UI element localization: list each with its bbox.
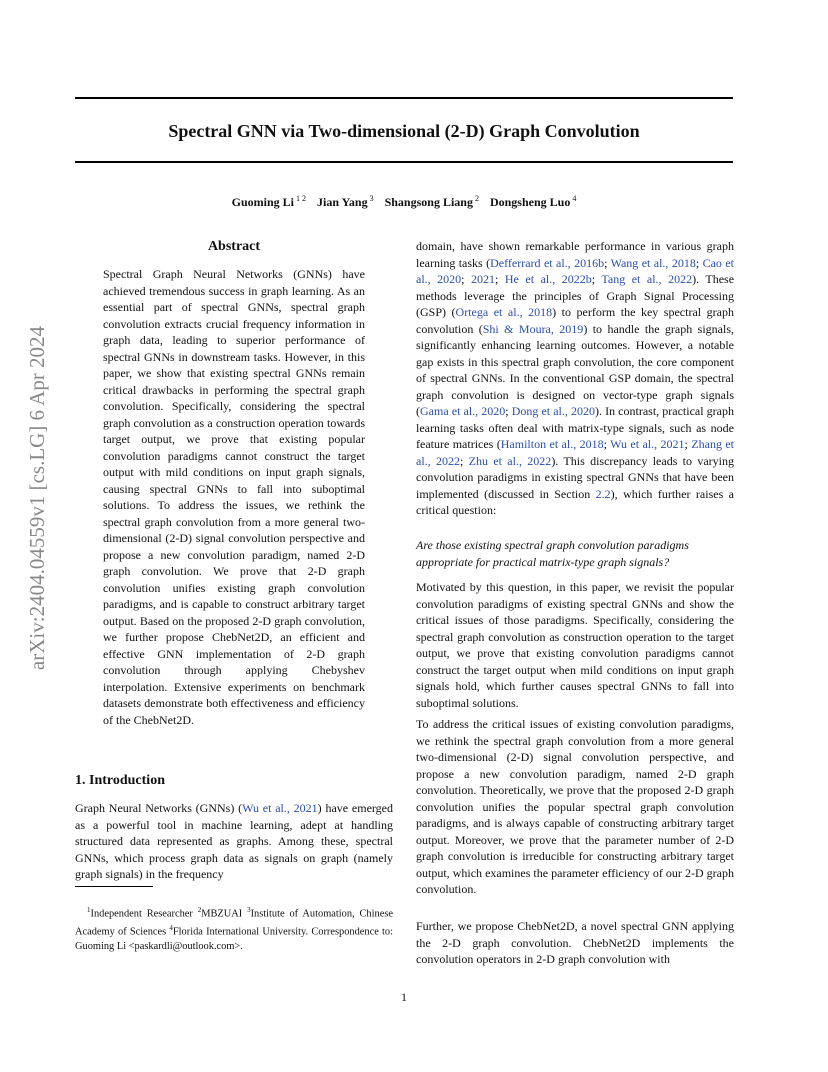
page-number: 1 (401, 990, 407, 1004)
abstract-text: Spectral Graph Neural Networks (GNNs) have achieved tremendous success in graph learning. As an essential part of spectral GNNs, spectral graph convolution extracts crucial frequency information in graph data, leading to superior performance of spectral GNNs in downstream tasks. However, in this paper, we show that existing spectral GNNs remain critical drawbacks in performing the spectral graph convolution. Specifically, considering the spectral graph convolution as a construction operation towards target output, we prove that existing popular convolution paradigms cannot construct the target output with mild conditions on input graph signals, causing spectral GNNs to fall into suboptimal solutions. To address the issues, we rethink the spectral graph convolution from a more general two-dimensional (2-D) signal convolution perspective and propose a new convolution paradigm, named 2-D graph convolution. We prove that 2-D graph convolution unifies existing graph convolution paradigms, and is capable to construct arbitrary target output. Based on the proposed 2-D graph convolution, we further propose ChebNet2D, an efficient and effective GNN implementation of 2-D graph convolution through applying Chebyshev interpolation. Extensive experiments on benchmark datasets demonstrate both effectiveness and efficiency of the ChebNet2D. (103, 267, 365, 727)
author-affiliation: 4 (572, 194, 577, 203)
right-column-paragraph-1 (416, 238, 734, 519)
citation-link[interactable]: Cao et al., 2020 (416, 255, 734, 286)
author (385, 195, 479, 209)
research-question: Are those existing spectral graph convolution paradigms appropriate for practical matrix-type graph signals? (416, 538, 689, 569)
citation-link[interactable]: Gama et al., 2020 (420, 404, 506, 418)
citation-link[interactable]: Wu et al., 2021 (242, 801, 318, 815)
author-affiliation: 1 2 (296, 194, 306, 203)
text-run: ; (695, 255, 703, 270)
text-run: ) to perform the key spectral graph convolution ( (416, 305, 734, 336)
text-run: ; (505, 404, 512, 418)
author-affiliation: 3 (369, 194, 374, 203)
text-run: ; (460, 453, 469, 468)
title-bottom-rule (75, 161, 733, 163)
author-name: Jian Yang (317, 195, 368, 209)
footnote-rule (75, 886, 153, 887)
introduction-heading: 1. Introduction (75, 773, 165, 788)
author-affiliation: 2 (474, 194, 479, 203)
text-run: ; (604, 255, 611, 270)
text-run: ) to handle the graph signals, significantly enhancing learning outcomes. However, a notable gap exists in this spectral graph convolution, the core component of spectral GNNs. In the conventional GSP domain, the spectral graph convolution is designed on vector-type graph signals ( (416, 321, 734, 418)
text-run: ; (603, 437, 611, 451)
footnote-marker: 2 (197, 906, 202, 914)
text-run: ; (684, 437, 692, 451)
text-run: ) have emerged as a powerful tool in machine learning, adept at handling structured data represented as graphs. Among these, spectral GNNs, which process graph data as signals on graph (namely graph signals) in the frequency (75, 801, 393, 881)
citation-link[interactable]: Hamilton et al., 2018 (500, 437, 604, 451)
text-run: ). In contrast, practical graph learning tasks often deal with matrix-type signals, such as node feature matrices ( (416, 404, 734, 451)
text-run: ). This discrepancy leads to varying convolution paradigms in existing spectral GNNs that have been implemented (discussed in Section (416, 453, 735, 501)
text-run: Florida International University. Correspondence to: Guoming Li <paskardli@outlook.com>. (75, 926, 393, 952)
footnote-marker: 1 (87, 906, 91, 914)
text-run: ; (591, 272, 602, 286)
citation-link[interactable]: Wang et al., 2018 (610, 255, 696, 270)
citation-link[interactable]: Tang et al., 2022 (601, 272, 693, 286)
arxiv-side-identifier: arXiv:2404.04559v1 [cs.LG] 6 Apr 2024 (25, 325, 49, 671)
right-column-paragraph-2: Motivated by this question, in this paper, we revisit the popular convolution paradigms of existing spectral GNNs and show the critical issues of those paradigms. Specifically, considering the spectral graph convolution as construction operation to the target output, we prove that existing convolution paradigms cannot construct the target output when mild conditions on input graph signals hold, which further causes spectral GNNs to fall into suboptimal solutions. (416, 580, 734, 710)
footnote-marker: 4 (169, 924, 173, 933)
text-run: ; (461, 272, 472, 286)
citation-link[interactable]: 2021 (471, 272, 496, 286)
paper-title: Spectral GNN via Two-dimensional (2-D) Graph Convolution (168, 121, 640, 141)
author (490, 195, 576, 209)
citation-link[interactable]: Zhang et al., 2022 (416, 437, 734, 468)
section-reference-link[interactable]: 2.2 (595, 486, 611, 501)
citation-link[interactable]: Shi & Moura, 2019 (482, 321, 584, 336)
abstract-heading: Abstract (207, 239, 261, 254)
footnote-marker: 3 (247, 906, 251, 914)
title-top-rule (75, 97, 733, 99)
author-name: Guoming Li (231, 195, 294, 209)
text-run: domain, have shown remarkable performance in various graph learning tasks ( (416, 239, 734, 270)
affiliation-footnote (75, 903, 393, 954)
text-run: ). These methods leverage the principles of Graph Signal Processing (GSP) ( (416, 272, 735, 319)
author (232, 195, 306, 209)
author (317, 195, 374, 209)
right-column-paragraph-3: To address the critical issues of existing convolution paradigms, we rethink the spectral graph convolution from a more general two-dimensional (2-D) signal convolution perspective, and propose a new convolution paradigm, named 2-D graph convolution. Theoretically, we prove that the proposed 2-D graph convolution unifies the popular spectral graph convolution paradigms, and is always capable of constructing arbitrary target output. Moreover, we prove that the parameter number of 2-D graph convolution is irreducible for constructing arbitrary target output, which examines the parameter efficiency of our 2-D graph convolution. (416, 717, 734, 896)
citation-link[interactable]: Dong et al., 2020 (511, 404, 595, 418)
citation-link[interactable]: Zhu et al., 2022 (468, 453, 552, 468)
author-name: Shangsong Liang (384, 195, 473, 209)
text-run: ), which further raises a critical question: (416, 486, 734, 517)
introduction-paragraph (75, 800, 393, 883)
text-run: Institute of Automation, Chinese Academy of Sciences (75, 908, 393, 938)
text-run: Graph Neural Networks (GNNs) ( (75, 801, 243, 815)
citation-link[interactable]: Ortega et al., 2018 (455, 305, 553, 319)
citation-link[interactable]: He et al., 2022b (504, 272, 592, 286)
text-run: Independent Researcher (90, 908, 198, 920)
author-name: Dongsheng Luo (489, 195, 571, 209)
text-run: MBZUAI (201, 908, 248, 920)
text-run: ; (495, 272, 505, 286)
citation-link[interactable]: Defferrard et al., 2016b (490, 255, 605, 270)
author-list (75, 191, 733, 210)
citation-link[interactable]: Wu et al., 2021 (610, 437, 685, 451)
right-column-paragraph-4: Further, we propose ChebNet2D, a novel spectral GNN applying the 2-D graph convolution. ChebNet2D implements the convolution operators in 2-D graph convolution with (416, 919, 734, 966)
